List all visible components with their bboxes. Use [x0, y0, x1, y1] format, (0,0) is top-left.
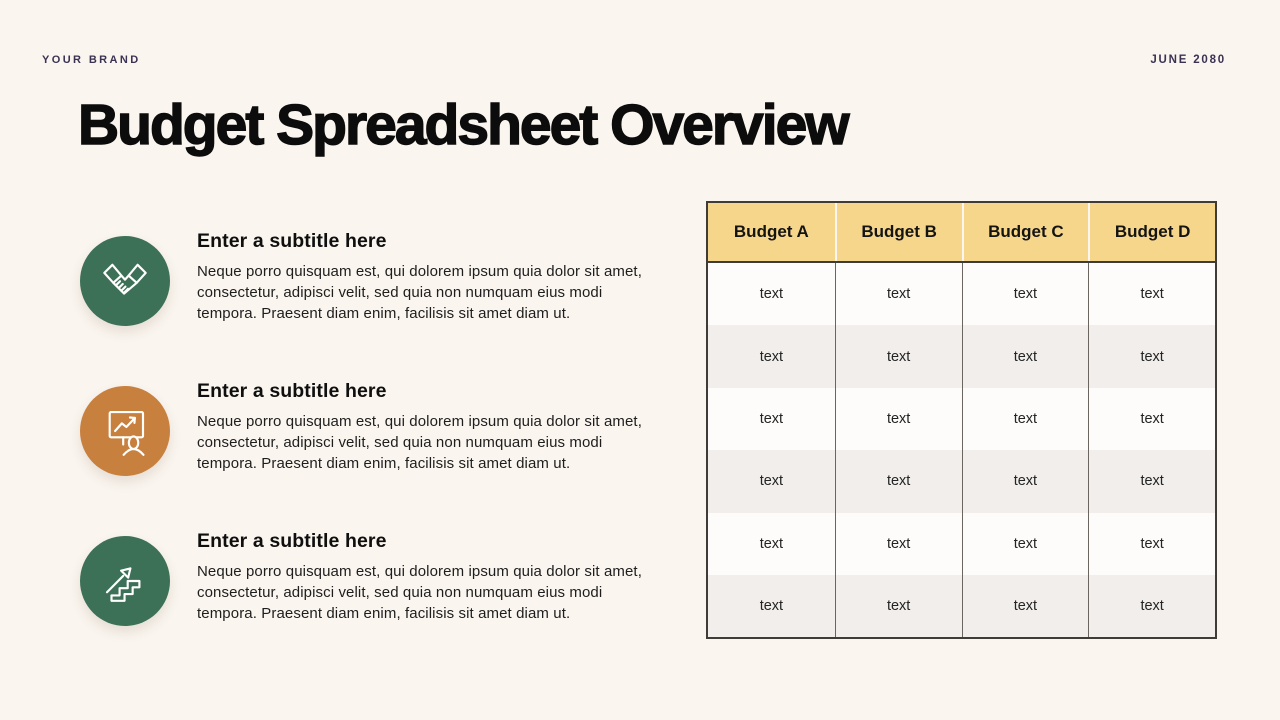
table-cell: text	[759, 348, 784, 365]
table-cell: text	[835, 263, 962, 325]
table-cell: text	[962, 388, 1089, 450]
feature-item-3	[80, 530, 650, 634]
handshake-icon	[98, 254, 152, 308]
table-header-cell: Budget A	[733, 222, 809, 241]
table-row	[708, 513, 1215, 575]
table-cell: text	[1088, 388, 1215, 450]
table-row	[708, 575, 1215, 637]
table-cell: text	[759, 535, 784, 552]
table-cell: text	[835, 325, 962, 387]
table-cell: text	[1088, 513, 1215, 575]
feature-item-1	[80, 230, 650, 334]
feature-item-2	[80, 380, 650, 484]
table-cell: text	[759, 473, 784, 490]
table-cell: text	[759, 598, 784, 615]
feature-text-1	[197, 230, 645, 325]
feature-body: Neque porro quisquam est, qui dolorem ipsum quia dolor sit amet, consectetur, adipisci velit, sed quia non numquam eius modi tempora. Praesent diam enim, facilisis sit amet diam ut.	[197, 563, 642, 622]
feature-heading: Enter a subtitle here	[197, 380, 387, 402]
table-cell: text	[1088, 325, 1215, 387]
table-cell: text	[962, 575, 1089, 637]
stairs-growth-icon	[98, 554, 152, 608]
table-cell: text	[835, 513, 962, 575]
table-cell: text	[835, 450, 962, 512]
table-cell: text	[962, 325, 1089, 387]
feature-icon-circle-1	[80, 236, 170, 326]
feature-body: Neque porro quisquam est, qui dolorem ipsum quia dolor sit amet, consectetur, adipisci velit, sed quia non numquam eius modi tempora. Praesent diam enim, facilisis sit amet diam ut.	[197, 413, 642, 472]
page-title: Budget Spreadsheet Overview	[78, 93, 848, 157]
table-header-cell: Budget C	[962, 203, 1089, 261]
feature-icon-circle-2	[80, 386, 170, 476]
feature-heading: Enter a subtitle here	[197, 530, 387, 552]
table-cell: text	[1088, 450, 1215, 512]
table-row	[708, 263, 1215, 325]
feature-heading: Enter a subtitle here	[197, 230, 387, 252]
table-header-cell: Budget B	[835, 203, 962, 261]
table-cell: text	[1088, 575, 1215, 637]
feature-body: Neque porro quisquam est, qui dolorem ipsum quia dolor sit amet, consectetur, adipisci velit, sed quia non numquam eius modi tempora. Praesent diam enim, facilisis sit amet diam ut.	[197, 263, 642, 322]
table-row	[708, 388, 1215, 450]
table-cell: text	[962, 513, 1089, 575]
feature-text-3	[197, 530, 645, 625]
table-row	[708, 325, 1215, 387]
table-cell: text	[759, 286, 784, 303]
table-row	[708, 450, 1215, 512]
table-cell: text	[962, 263, 1089, 325]
table-cell: text	[1088, 263, 1215, 325]
budget-table	[706, 201, 1217, 639]
table-cell: text	[759, 410, 784, 427]
date-label: JUNE 2080	[1150, 54, 1226, 66]
feature-text-2	[197, 380, 645, 475]
table-cell: text	[835, 388, 962, 450]
table-cell: text	[835, 575, 962, 637]
table-header-cell: Budget D	[1088, 203, 1215, 261]
presentation-chart-icon	[98, 404, 152, 458]
table-header-row	[708, 203, 1215, 263]
brand-label: YOUR BRAND	[42, 54, 141, 66]
table-body	[708, 263, 1215, 637]
table-cell: text	[962, 450, 1089, 512]
feature-icon-circle-3	[80, 536, 170, 626]
